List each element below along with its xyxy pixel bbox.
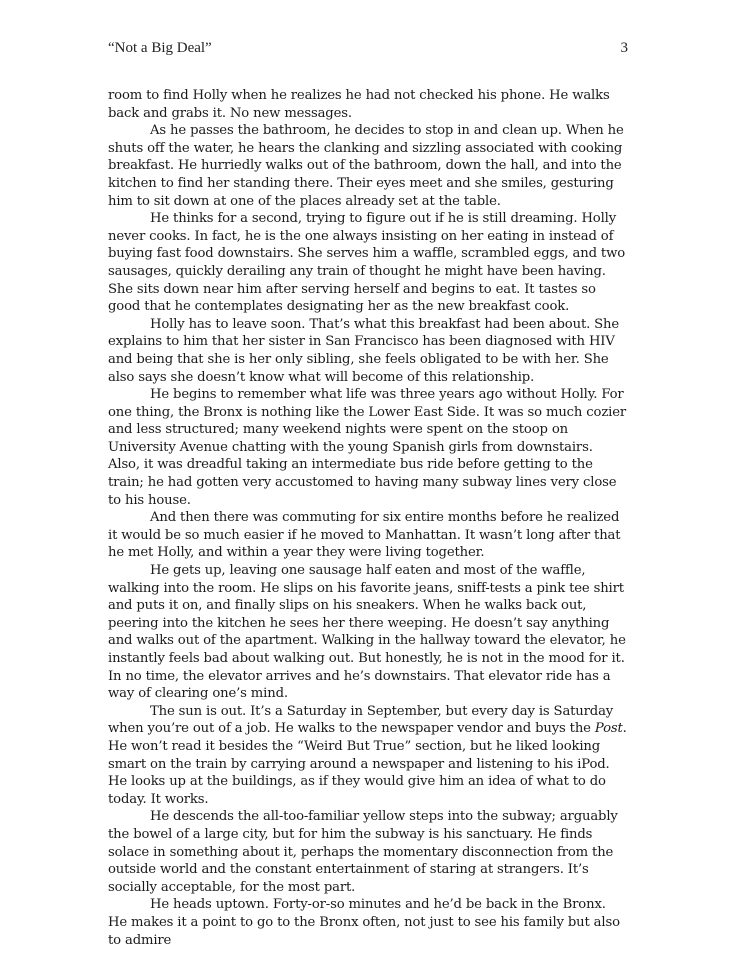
paragraph: As he passes the bathroom, he decides to stop in and clean up. When he shuts off the water, he hears the clanking and sizzling associated with cooking breakfast. He hurriedly walks out of the bathroom, down the hall, and into the kitchen to find her standing there. Their eyes meet and she smiles, gesturing him to sit down at one of the places already set at the table.: [108, 123, 624, 209]
paragraph: He heads uptown. Forty-or-so minutes and he’d be back in the Bronx. He makes it a point to go to the Bronx often, not just to see his family but also to admire: [108, 897, 620, 948]
page-number: 3: [620, 40, 628, 56]
running-header: [108, 40, 628, 64]
paragraph: He begins to remember what life was three years ago without Holly. For one thing, the Bronx is nothing like the Lower East Side. It was so much cozier and less structured; many weekend nights were spent on the stoop on University Avenue chatting with the young Spanish girls from downstairs. Also, it was dreadful taking an intermediate bus ride before getting to the train; he had gotten very accustomed to having many subway lines very close to his house.: [108, 387, 627, 508]
paragraph: room to find Holly when he realizes he had not checked his phone. He walks back and grabs it. No new messages.: [108, 88, 610, 121]
newspaper-title: Post: [594, 721, 623, 737]
running-title: “Not a Big Deal”: [108, 40, 212, 56]
paragraph-text: . He won’t read it besides the “Weird But True” section, but he liked looking smart on the train by carrying around a newspaper and listening to his iPod. He looks up at the buildings, as if they would give him an idea of what to do today. It works.: [108, 721, 627, 807]
paragraph-text: The sun is out. It’s a Saturday in September, but every day is Saturday when you’re out of a job. He walks to the newspaper vendor and buys the: [108, 703, 614, 737]
paragraph: And then there was commuting for six entire months before he realized it would be so much easier if he moved to Manhattan. It wasn’t long after that he met Holly, and within a year they were living together.: [108, 510, 621, 561]
paragraph: He descends the all-too-familiar yellow steps into the subway; arguably the bowel of a large city, but for him the subway is his sanctuary. He finds solace in something about it, perhaps the momentary disconnection from the outside world and the constant entertainment of staring at strangers. It’s socially acceptable, for the most part.: [108, 809, 618, 895]
paragraph: He thinks for a second, trying to figure out if he is still dreaming. Holly never cooks. In fact, he is the one always insisting on her eating in instead of buying fast food downstairs. She serves him a waffle, scrambled eggs, and two sausages, quickly derailing any train of thought he might have been having. She sits down near him after serving herself and begins to eat. It tastes so good that he contemplates designating her as the new breakfast cook.: [108, 211, 626, 315]
paragraph: He gets up, leaving one sausage half eaten and most of the waffle, walking into the room. He slips on his favorite jeans, sniff-tests a pink tee shirt and puts it on, and finally slips on his sneakers. When he walks back out, peering into the kitchen he sees her there weeping. He doesn’t say anything and walks out of the apartment. Walking in the hallway toward the elevator, he instantly feels bad about walking out. But honestly, he is not in the mood for it. In no time, the elevator arrives and he’s downstairs. That elevator ride has a way of clearing one’s mind.: [108, 563, 626, 702]
paragraph: [108, 703, 628, 809]
body-text: [108, 87, 628, 949]
paragraph: Holly has to leave soon. That’s what this breakfast had been about. She explains to him that her sister in San Francisco has been diagnosed with HIV and being that she is her only sibling, she feels obligated to be with her. She also says she doesn’t know what will become of this relationship.: [108, 316, 620, 385]
